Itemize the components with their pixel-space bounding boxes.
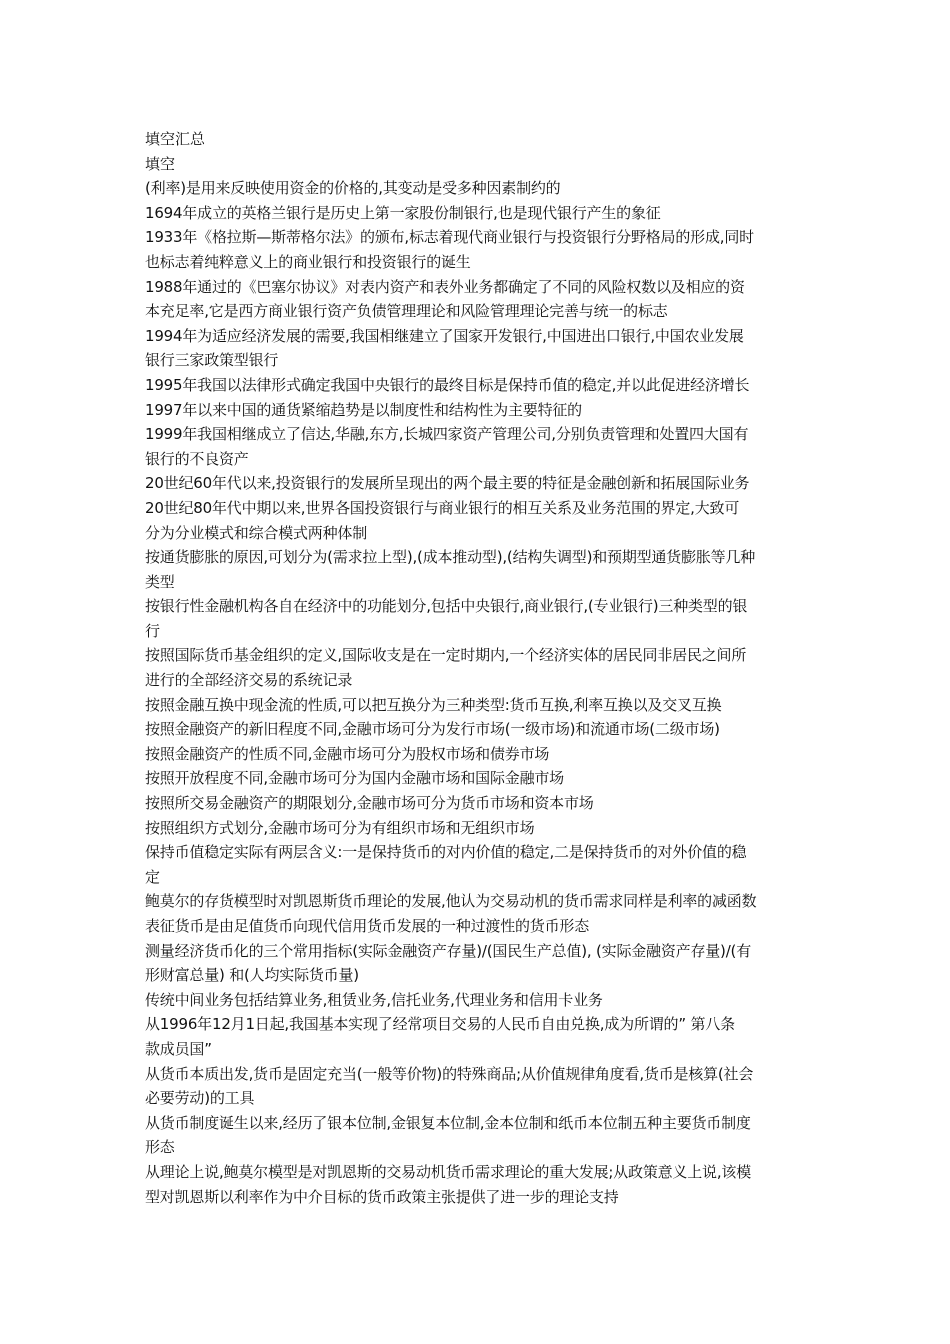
text-line: 测量经济货币化的三个常用指标(实际金融资产存量)/(国民生产总值), (实际金融资产存量)/(有 xyxy=(145,941,752,960)
text-line: 按照组织方式划分,金融市场可分为有组织市场和无组织市场 xyxy=(145,818,535,837)
text-line: 从1996年12月1日起,我国基本实现了经常项目交易的人民币自由兑换,成为所谓的” 第八条 xyxy=(145,1015,735,1034)
text-line: 分为分业模式和综合模式两种体制 xyxy=(145,523,368,542)
document-title: 填空汇总 xyxy=(145,130,206,148)
text-line: 按照国际货币基金组织的定义,国际收支是在一定时期内,一个经济实体的居民同非居民之间所 xyxy=(145,646,747,665)
text-line: 1933年《格拉斯—斯蒂格尔法》的颁布,标志着现代商业银行与投资银行分野格局的形成,同时 xyxy=(145,228,754,247)
text-line: 从理论上说,鲍莫尔模型是对凯恩斯的交易动机货币需求理论的重大发展;从政策意义上说,该模 xyxy=(145,1162,751,1181)
text-line: 从货币本质出发,货币是固定充当(一般等价物)的特殊商品;从价值规律角度看,货币是核算(社会 xyxy=(145,1064,754,1083)
text-line: 按照金融资产的性质不同,金融市场可分为股权市场和债券市场 xyxy=(145,744,550,763)
text-line: 必要劳动)的工具 xyxy=(145,1089,255,1108)
text-line: 银行三家政策型银行 xyxy=(145,351,279,370)
text-line: 1997年以来中国的通货紧缩趋势是以制度性和结构性为主要特征的 xyxy=(145,400,582,419)
text-line: 形财富总量) 和(人均实际货币量) xyxy=(145,966,359,985)
text-line: 行 xyxy=(145,621,160,640)
text-line: 鲍莫尔的存货模型时对凯恩斯货币理论的发展,他认为交易动机的货币需求同样是利率的减函数 xyxy=(145,892,757,911)
text-line: 1988年通过的《巴塞尔协议》对表内资产和表外业务都确定了不同的风险权数以及相应的资 xyxy=(145,277,745,296)
text-line: 按照所交易金融资产的期限划分,金融市场可分为货币市场和资本市场 xyxy=(145,794,594,813)
text-line: 按照金融资产的新旧程度不同,金融市场可分为发行市场(一级市场)和流通市场(二级市场) xyxy=(145,720,720,739)
text-line: 本充足率,它是西方商业银行资产负债管理理论和风险管理理论完善与统一的标志 xyxy=(145,302,668,321)
text-line: 按通货膨胀的原因,可划分为(需求拉上型),(成本推动型),(结构失调型)和预期型通货膨胀等几种 xyxy=(145,548,756,567)
text-line: 表征货币是由足值货币向现代信用货币发展的一种过渡性的货币形态 xyxy=(145,917,590,935)
text-line: 从货币制度诞生以来,经历了银本位制,金银复本位制,金本位制和纸币本位制五种主要货币制度 xyxy=(145,1113,751,1132)
document-page xyxy=(145,127,810,1209)
text-line: 1999年我国相继成立了信达,华融,东方,长城四家资产管理公司,分别负责管理和处置四大国有 xyxy=(145,425,749,444)
text-line: 按照金融互换中现金流的性质,可以把互换分为三种类型:货币互换,利率互换以及交叉互换 xyxy=(145,695,722,714)
text-line: (利率)是用来反映使用资金的价格的,其变动是受多种因素制约的 xyxy=(145,179,561,198)
text-line: 20世纪60年代以来,投资银行的发展所呈现出的两个最主要的特征是金融创新和拓展国际业务 xyxy=(145,474,750,493)
text-line: 1694年成立的英格兰银行是历史上第一家股份制银行,也是现代银行产生的象征 xyxy=(145,203,661,222)
text-line: 1994年为适应经济发展的需要,我国相继建立了国家开发银行,中国进出口银行,中国农业发展 xyxy=(145,326,744,345)
text-line: 进行的全部经济交易的系统记录 xyxy=(145,671,353,690)
text-line: 按银行性金融机构各自在经济中的功能划分,包括中央银行,商业银行,(专业银行)三种类型的银 xyxy=(145,597,748,616)
text-line: 按照开放程度不同,金融市场可分为国内金融市场和国际金融市场 xyxy=(145,769,564,788)
text-line: 款成员国” xyxy=(145,1039,212,1058)
text-line: 类型 xyxy=(145,572,175,591)
text-line: 也标志着纯粹意义上的商业银行和投资银行的诞生 xyxy=(145,252,471,271)
text-line: 1995年我国以法律形式确定我国中央银行的最终目标是保持币值的稳定,并以此促进经济增长 xyxy=(145,375,750,394)
document-subtitle: 填空 xyxy=(145,154,176,173)
text-line: 定 xyxy=(145,867,160,886)
text-line: 20世纪80年代中期以来,世界各国投资银行与商业银行的相互关系及业务范围的界定,大致可 xyxy=(145,498,740,517)
document-body xyxy=(145,176,810,1209)
text-line: 传统中间业务包括结算业务,租赁业务,信托业务,代理业务和信用卡业务 xyxy=(145,990,603,1009)
text-line: 形态 xyxy=(145,1138,175,1157)
text-line: 型对凯恩斯以利率作为中介目标的货币政策主张提供了进一步的理论支持 xyxy=(145,1187,619,1206)
text-line: 银行的不良资产 xyxy=(145,449,249,468)
text-line: 保持币值稳定实际有两层含义:一是保持货币的对内价值的稳定,二是保持货币的对外价值的稳 xyxy=(145,843,747,862)
